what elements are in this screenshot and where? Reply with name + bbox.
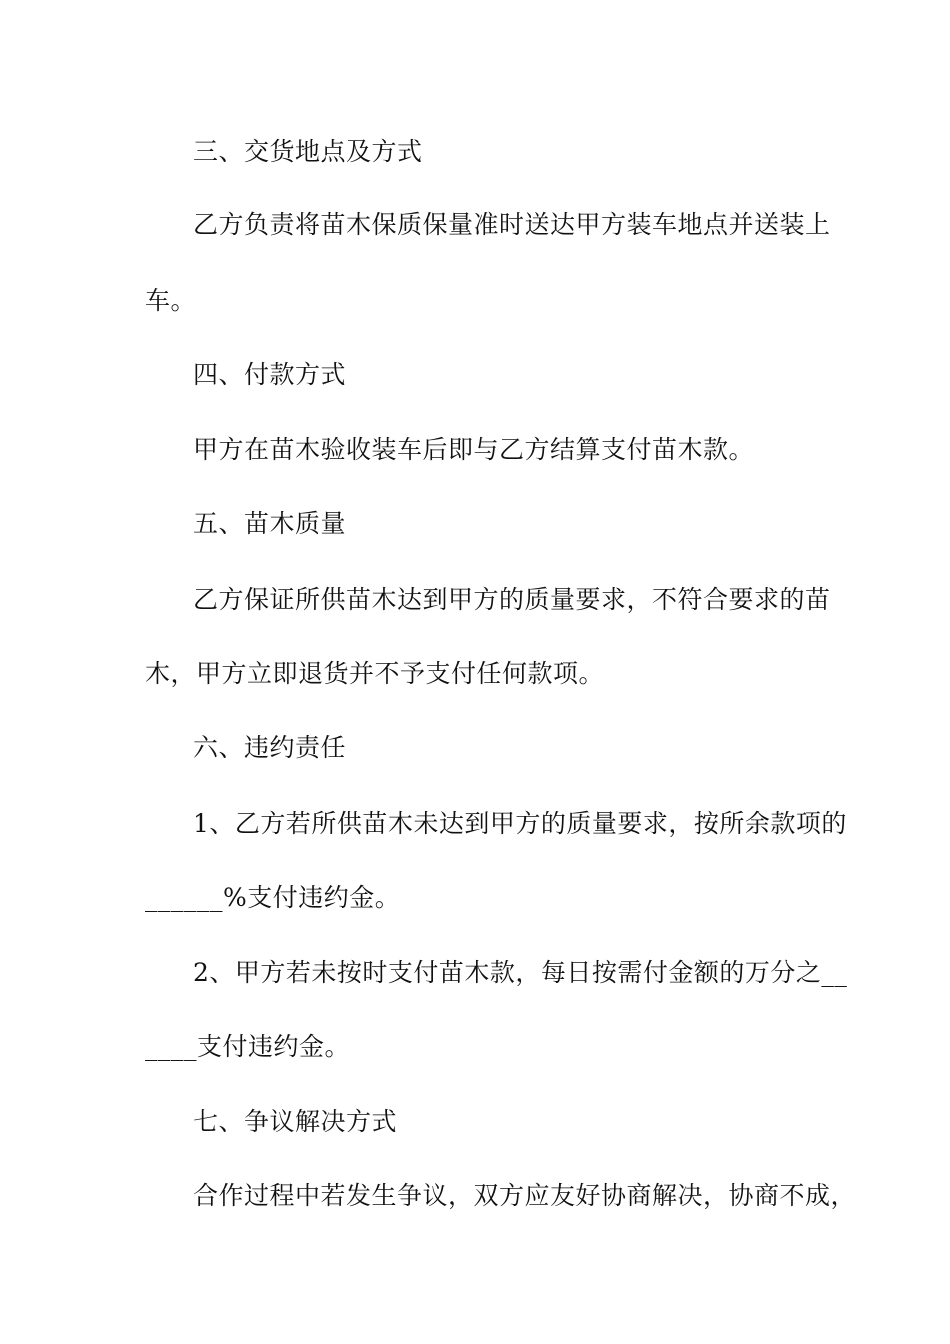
paragraph-line: ____支付违约金。: [145, 1032, 351, 1061]
paragraph-line: 乙方负责将苗木保质保量准时送达甲方装车地点并送装上: [193, 210, 831, 239]
paragraph-line: 合作过程中若发生争议，双方应友好协商解决，协商不成，: [193, 1181, 857, 1210]
paragraph-line: 1、乙方若所供苗木未达到甲方的质量要求，按所余款项的: [193, 809, 847, 838]
paragraph-line: ______%支付违约金。: [145, 883, 401, 912]
paragraph-line: 甲方在苗木验收装车后即与乙方结算支付苗木款。: [193, 435, 755, 464]
section-heading-quality: 五、苗木质量: [193, 509, 347, 538]
paragraph-line: 2、甲方若未按时支付苗木款，每日按需付金额的万分之__: [193, 958, 848, 987]
section-heading-payment: 四、付款方式: [193, 360, 347, 389]
paragraph-line: 乙方保证所供苗木达到甲方的质量要求，不符合要求的苗: [193, 585, 831, 614]
section-heading-dispute: 七、争议解决方式: [193, 1107, 398, 1136]
section-heading-liability: 六、违约责任: [193, 733, 347, 762]
section-heading-delivery: 三、交货地点及方式: [193, 137, 423, 166]
paragraph-line: 车。: [145, 286, 197, 315]
paragraph-line: 木，甲方立即退货并不予支付任何款项。: [145, 659, 605, 688]
